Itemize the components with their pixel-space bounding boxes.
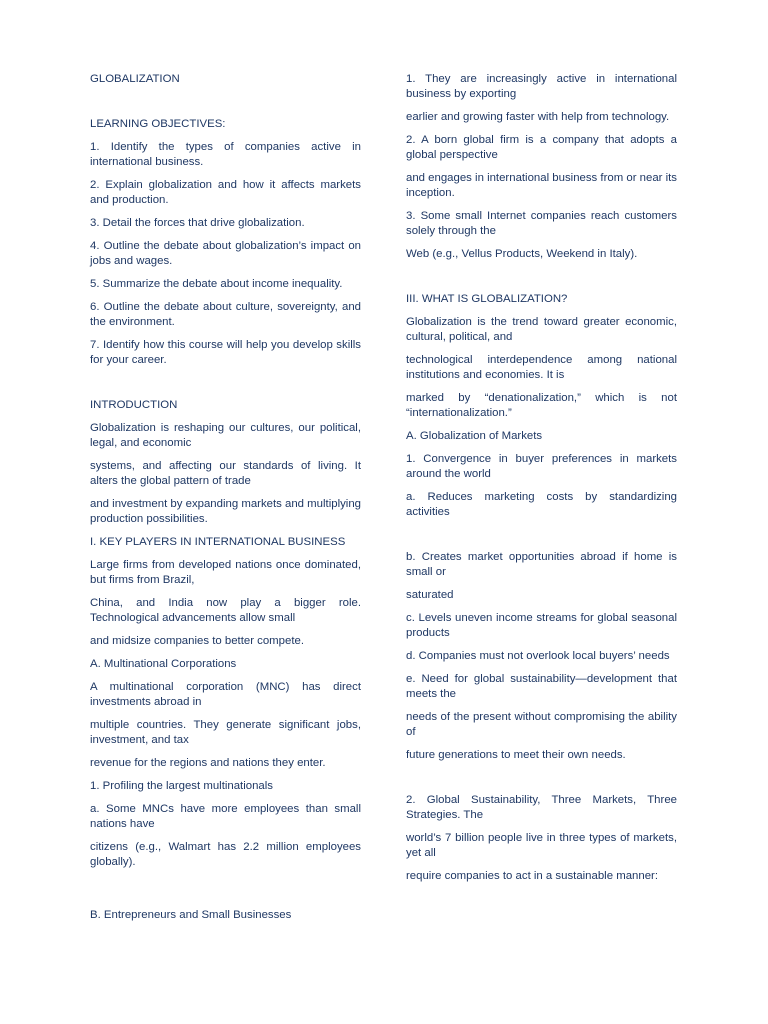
objective-item: 2. Explain globalization and how it affects markets and production.	[90, 179, 361, 206]
paragraph: a. Some MNCs have more employees than small nations have	[90, 803, 361, 830]
objectives-heading: LEARNING OBJECTIVES:	[90, 118, 226, 130]
paragraph: b. Creates market opportunities abroad if home is small or	[406, 551, 677, 578]
objective-item: 6. Outline the debate about culture, sovereignty, and the environment.	[90, 301, 361, 328]
entrepreneurs-heading: B. Entrepreneurs and Small Businesses	[90, 909, 292, 921]
paragraph: Globalization is the trend toward greater economic, cultural, political, and	[406, 316, 677, 343]
paragraph: marked by “denationalization,” which is not “internationalization.”	[406, 392, 677, 419]
paragraph: technological interdependence among national institutions and economies. It is	[406, 354, 677, 381]
objective-item: 4. Outline the debate about globalization’s impact on jobs and wages.	[90, 240, 361, 267]
paragraph: revenue for the regions and nations they enter.	[90, 757, 326, 769]
paragraph: A. Globalization of Markets	[406, 430, 543, 442]
profiling-heading: 1. Profiling the largest multinationals	[90, 780, 273, 792]
paragraph: future generations to meet their own needs.	[406, 749, 626, 761]
objective-item: 5. Summarize the debate about income inequality.	[90, 278, 343, 290]
introduction-heading: INTRODUCTION	[90, 399, 178, 411]
paragraph: require companies to act in a sustainable manner:	[406, 870, 659, 882]
mnc-heading: A. Multinational Corporations	[90, 658, 237, 670]
paragraph: 2. A born global firm is a company that adopts a global perspective	[406, 134, 677, 161]
paragraph: needs of the present without compromising the ability of	[406, 711, 677, 738]
paragraph: 3. Some small Internet companies reach customers solely through the	[406, 210, 677, 237]
paragraph: 2. Global Sustainability, Three Markets, Three Strategies. The	[406, 794, 677, 821]
paragraph: a. Reduces marketing costs by standardizing activities	[406, 491, 677, 518]
document-title: GLOBALIZATION	[90, 73, 180, 85]
paragraph: saturated	[406, 589, 454, 601]
paragraph: systems, and affecting our standards of living. It alters the global pattern of trade	[90, 460, 361, 487]
paragraph: multiple countries. They generate significant jobs, investment, and tax	[90, 719, 361, 746]
right-column	[406, 72, 677, 892]
paragraph: and midsize companies to better compete.	[90, 635, 305, 647]
paragraph: A multinational corporation (MNC) has direct investments abroad in	[90, 681, 361, 708]
paragraph: c. Levels uneven income streams for global seasonal products	[406, 612, 677, 639]
paragraph: 1. Convergence in buyer preferences in markets around the world	[406, 453, 677, 480]
paragraph: and engages in international business from or near its inception.	[406, 172, 678, 199]
paragraph: Globalization is reshaping our cultures, our political, legal, and economic	[90, 422, 361, 449]
objective-item: 7. Identify how this course will help you develop skills for your career.	[90, 339, 361, 366]
paragraph: e. Need for global sustainability—development that meets the	[406, 673, 677, 700]
left-column	[90, 72, 361, 931]
paragraph: earlier and growing faster with help from technology.	[406, 111, 670, 123]
objective-item: 1. Identify the types of companies active in international business.	[90, 141, 361, 168]
paragraph: Large firms from developed nations once dominated, but firms from Brazil,	[90, 559, 361, 586]
key-players-heading: I. KEY PLAYERS IN INTERNATIONAL BUSINESS	[90, 536, 346, 548]
paragraph: 1. They are increasingly active in international business by exporting	[406, 73, 677, 100]
paragraph: Web (e.g., Vellus Products, Weekend in Italy).	[406, 248, 638, 260]
paragraph: citizens (e.g., Walmart has 2.2 million employees globally).	[90, 841, 361, 868]
what-is-globalization-heading: III. WHAT IS GLOBALIZATION?	[406, 293, 568, 305]
paragraph: world’s 7 billion people live in three types of markets, yet all	[406, 832, 677, 859]
paragraph: d. Companies must not overlook local buyers’ needs	[406, 650, 670, 662]
paragraph: China, and India now play a bigger role. Technological advancements allow small	[90, 597, 361, 624]
paragraph: and investment by expanding markets and multiplying production possibilities.	[90, 498, 361, 525]
objective-item: 3. Detail the forces that drive globalization.	[90, 217, 305, 229]
